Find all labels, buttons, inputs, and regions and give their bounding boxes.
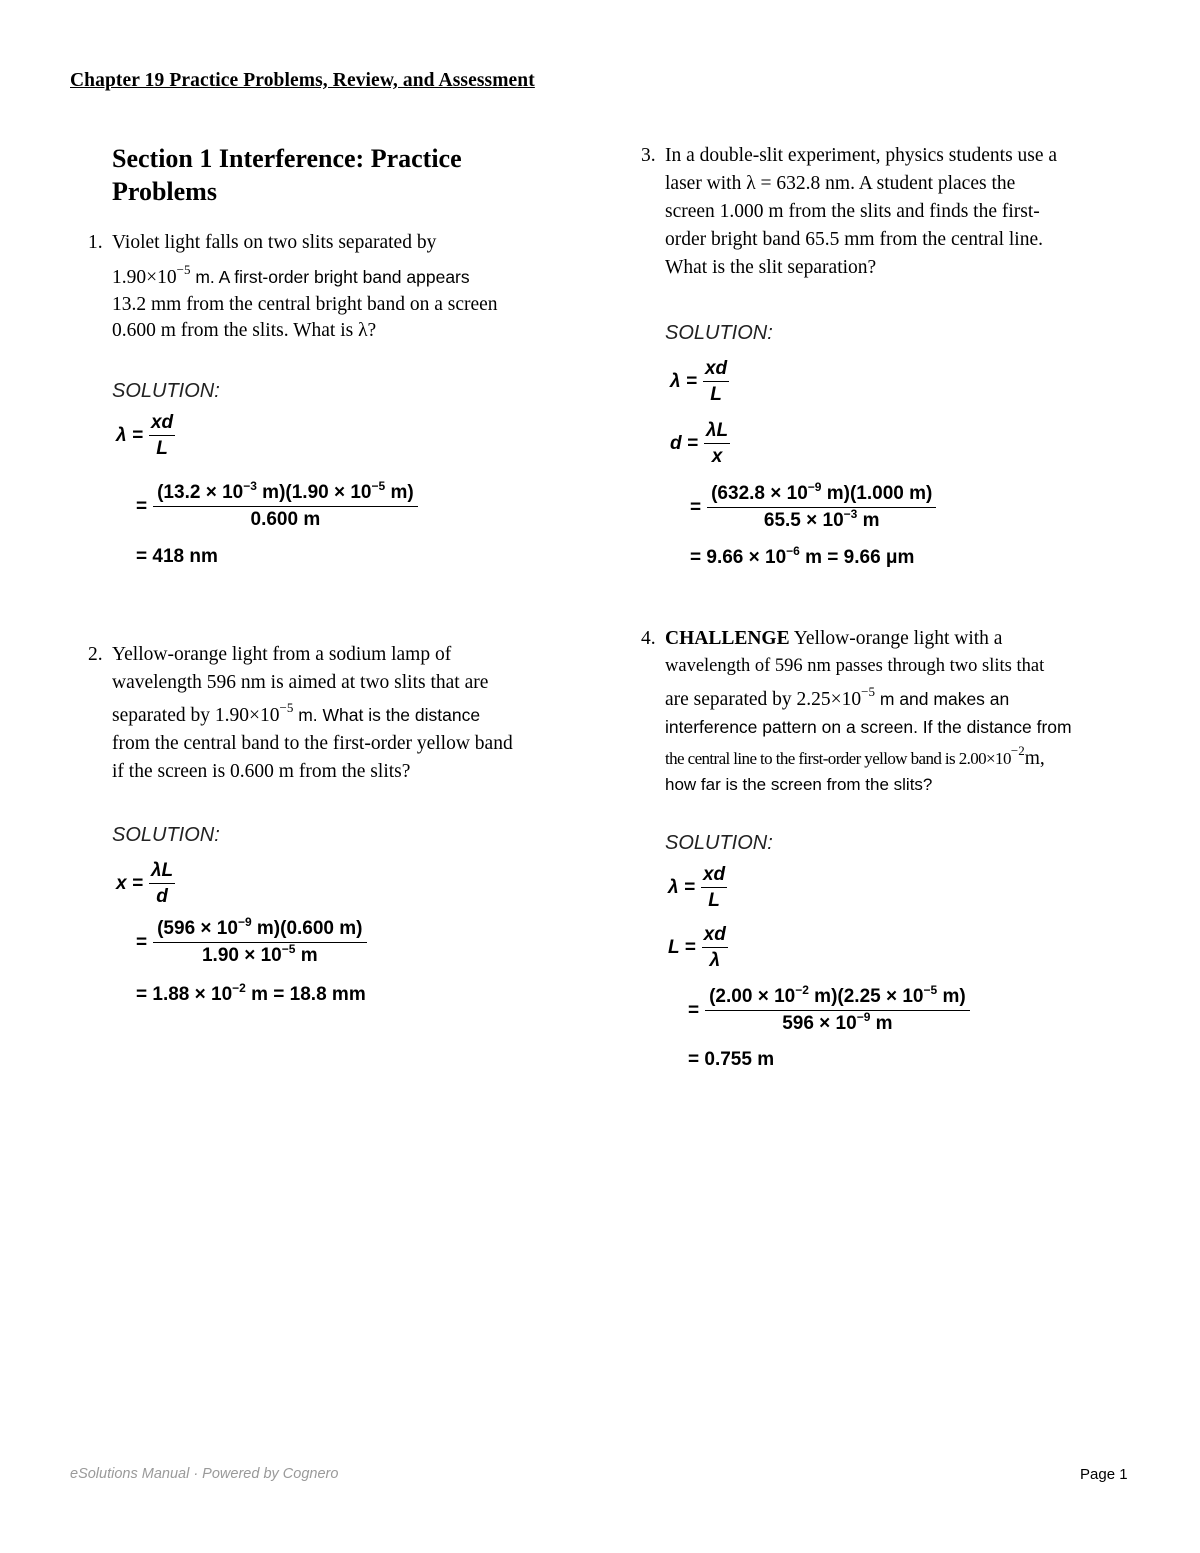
equation-line: = $\frac{(13.2 \times 10^{-3} m)(1.90 \times 10^{-5} m)}{0.600 m}$ <box>136 482 418 531</box>
equation-result: = 0.755 m <box>688 1049 775 1070</box>
problem-text-line: wavelength 596 nm is aimed at two slits that are <box>112 672 489 693</box>
equation-line: λ = $\frac{xd}{L}$ <box>670 358 728 405</box>
problem-text-line: CHALLENGE Yellow-orange light with a <box>665 628 1003 649</box>
solution-label: SOLUTION: <box>665 832 773 854</box>
problem-4 <box>641 625 1072 797</box>
equation-line: x = $\frac{\lambda L}{d}$ <box>116 860 174 907</box>
problem-text-line: In a double-slit experiment, physics students use a <box>665 145 1058 166</box>
problem-text-line: order bright band 65.5 mm from the central line. <box>665 229 1043 250</box>
equation-line: L = $\frac{xd}{\lambda}$ <box>668 924 726 971</box>
page-number: Page 1 <box>1080 1466 1128 1483</box>
problem-text-line: wavelength of 596 nm passes through two slits that <box>665 656 1045 676</box>
problem-text-line: Yellow-orange light from a sodium lamp of <box>112 644 452 665</box>
problem-text-line: from the central band to the first-order yellow band <box>112 733 513 754</box>
equation-line: λ = $\frac{xd}{L}$ <box>116 412 174 459</box>
section-title: Section 1 Interference: Practice Problems <box>112 144 462 206</box>
problem-number: 2. <box>88 644 103 665</box>
problem-text-line: laser with λ = 632.8 nm. A student places the <box>665 173 1016 194</box>
problem-text-line: if the screen is 0.600 m from the slits? <box>112 761 411 782</box>
problem-text-line: Violet light falls on two slits separated by <box>112 232 437 253</box>
equation-line: = $\frac{(2.00 \times 10^{-2} m)(2.25 \times 10^{-5} m)}{596 \times 10^{-9} m}$ <box>688 986 970 1035</box>
equation-line: = $\frac{(596 \times 10^{-9} m)(0.600 m)}{1.90 \times 10^{-5} m}$ <box>136 918 367 967</box>
equation-result: = $1.88 \times 10^{-2}$ m = 18.8 mm <box>136 981 366 1005</box>
solution-label: SOLUTION: <box>665 322 773 344</box>
problem-number: 3. <box>641 145 656 166</box>
equation-line: λ = $\frac{xd}{L}$ <box>668 864 726 911</box>
problem-text-line: separated by $1.90\times 10^{-5}$ m. What is the distance <box>112 700 481 726</box>
problem-1 <box>88 229 498 344</box>
problem-text-line: interference pattern on a screen. If the distance from <box>665 717 1072 737</box>
problem-text-line: the central line to the first-order yellow band is $2.00\times 10^{-2}m$, <box>665 743 1045 769</box>
problem-number: 1. <box>88 232 103 253</box>
challenge-label: CHALLENGE <box>665 628 790 649</box>
problem-text-line: 13.2 mm from the central bright band on a screen <box>112 294 498 315</box>
chapter-title: Chapter 19 Practice Problems, Review, and Assessment <box>70 70 535 91</box>
problem-3 <box>641 142 1058 282</box>
solution-label: SOLUTION: <box>112 380 220 402</box>
equation-line: = $\frac{(632.8 \times 10^{-9} m)(1.000 m)}{65.5 \times 10^{-3} m}$ <box>690 483 936 532</box>
equation-result: = $9.66 \times 10^{-6}$ m = 9.66 μm <box>690 544 915 568</box>
footer-credit: eSolutions Manual · Powered by Cognero <box>70 1466 339 1482</box>
equation-line: d = $\frac{\lambda L}{x}$ <box>670 420 729 467</box>
problem-text-line: $1.90\times 10^{-5}$ m. A first-order bright band appears <box>112 262 470 288</box>
problem-text-line: What is the slit separation? <box>665 257 877 278</box>
problem-text-line: how far is the screen from the slits? <box>665 775 933 794</box>
equation-result: = 418 nm <box>136 546 218 567</box>
problem-text-line: 0.600 m from the slits. What is λ? <box>112 320 377 341</box>
solution-label: SOLUTION: <box>112 824 220 846</box>
problem-2 <box>88 641 513 786</box>
problem-text-line: are separated by $2.25\times 10^{-5}$ m and makes an <box>665 684 1010 710</box>
problem-text-line: screen 1.000 m from the slits and finds the first- <box>665 201 1040 222</box>
problem-number: 4. <box>641 628 656 649</box>
